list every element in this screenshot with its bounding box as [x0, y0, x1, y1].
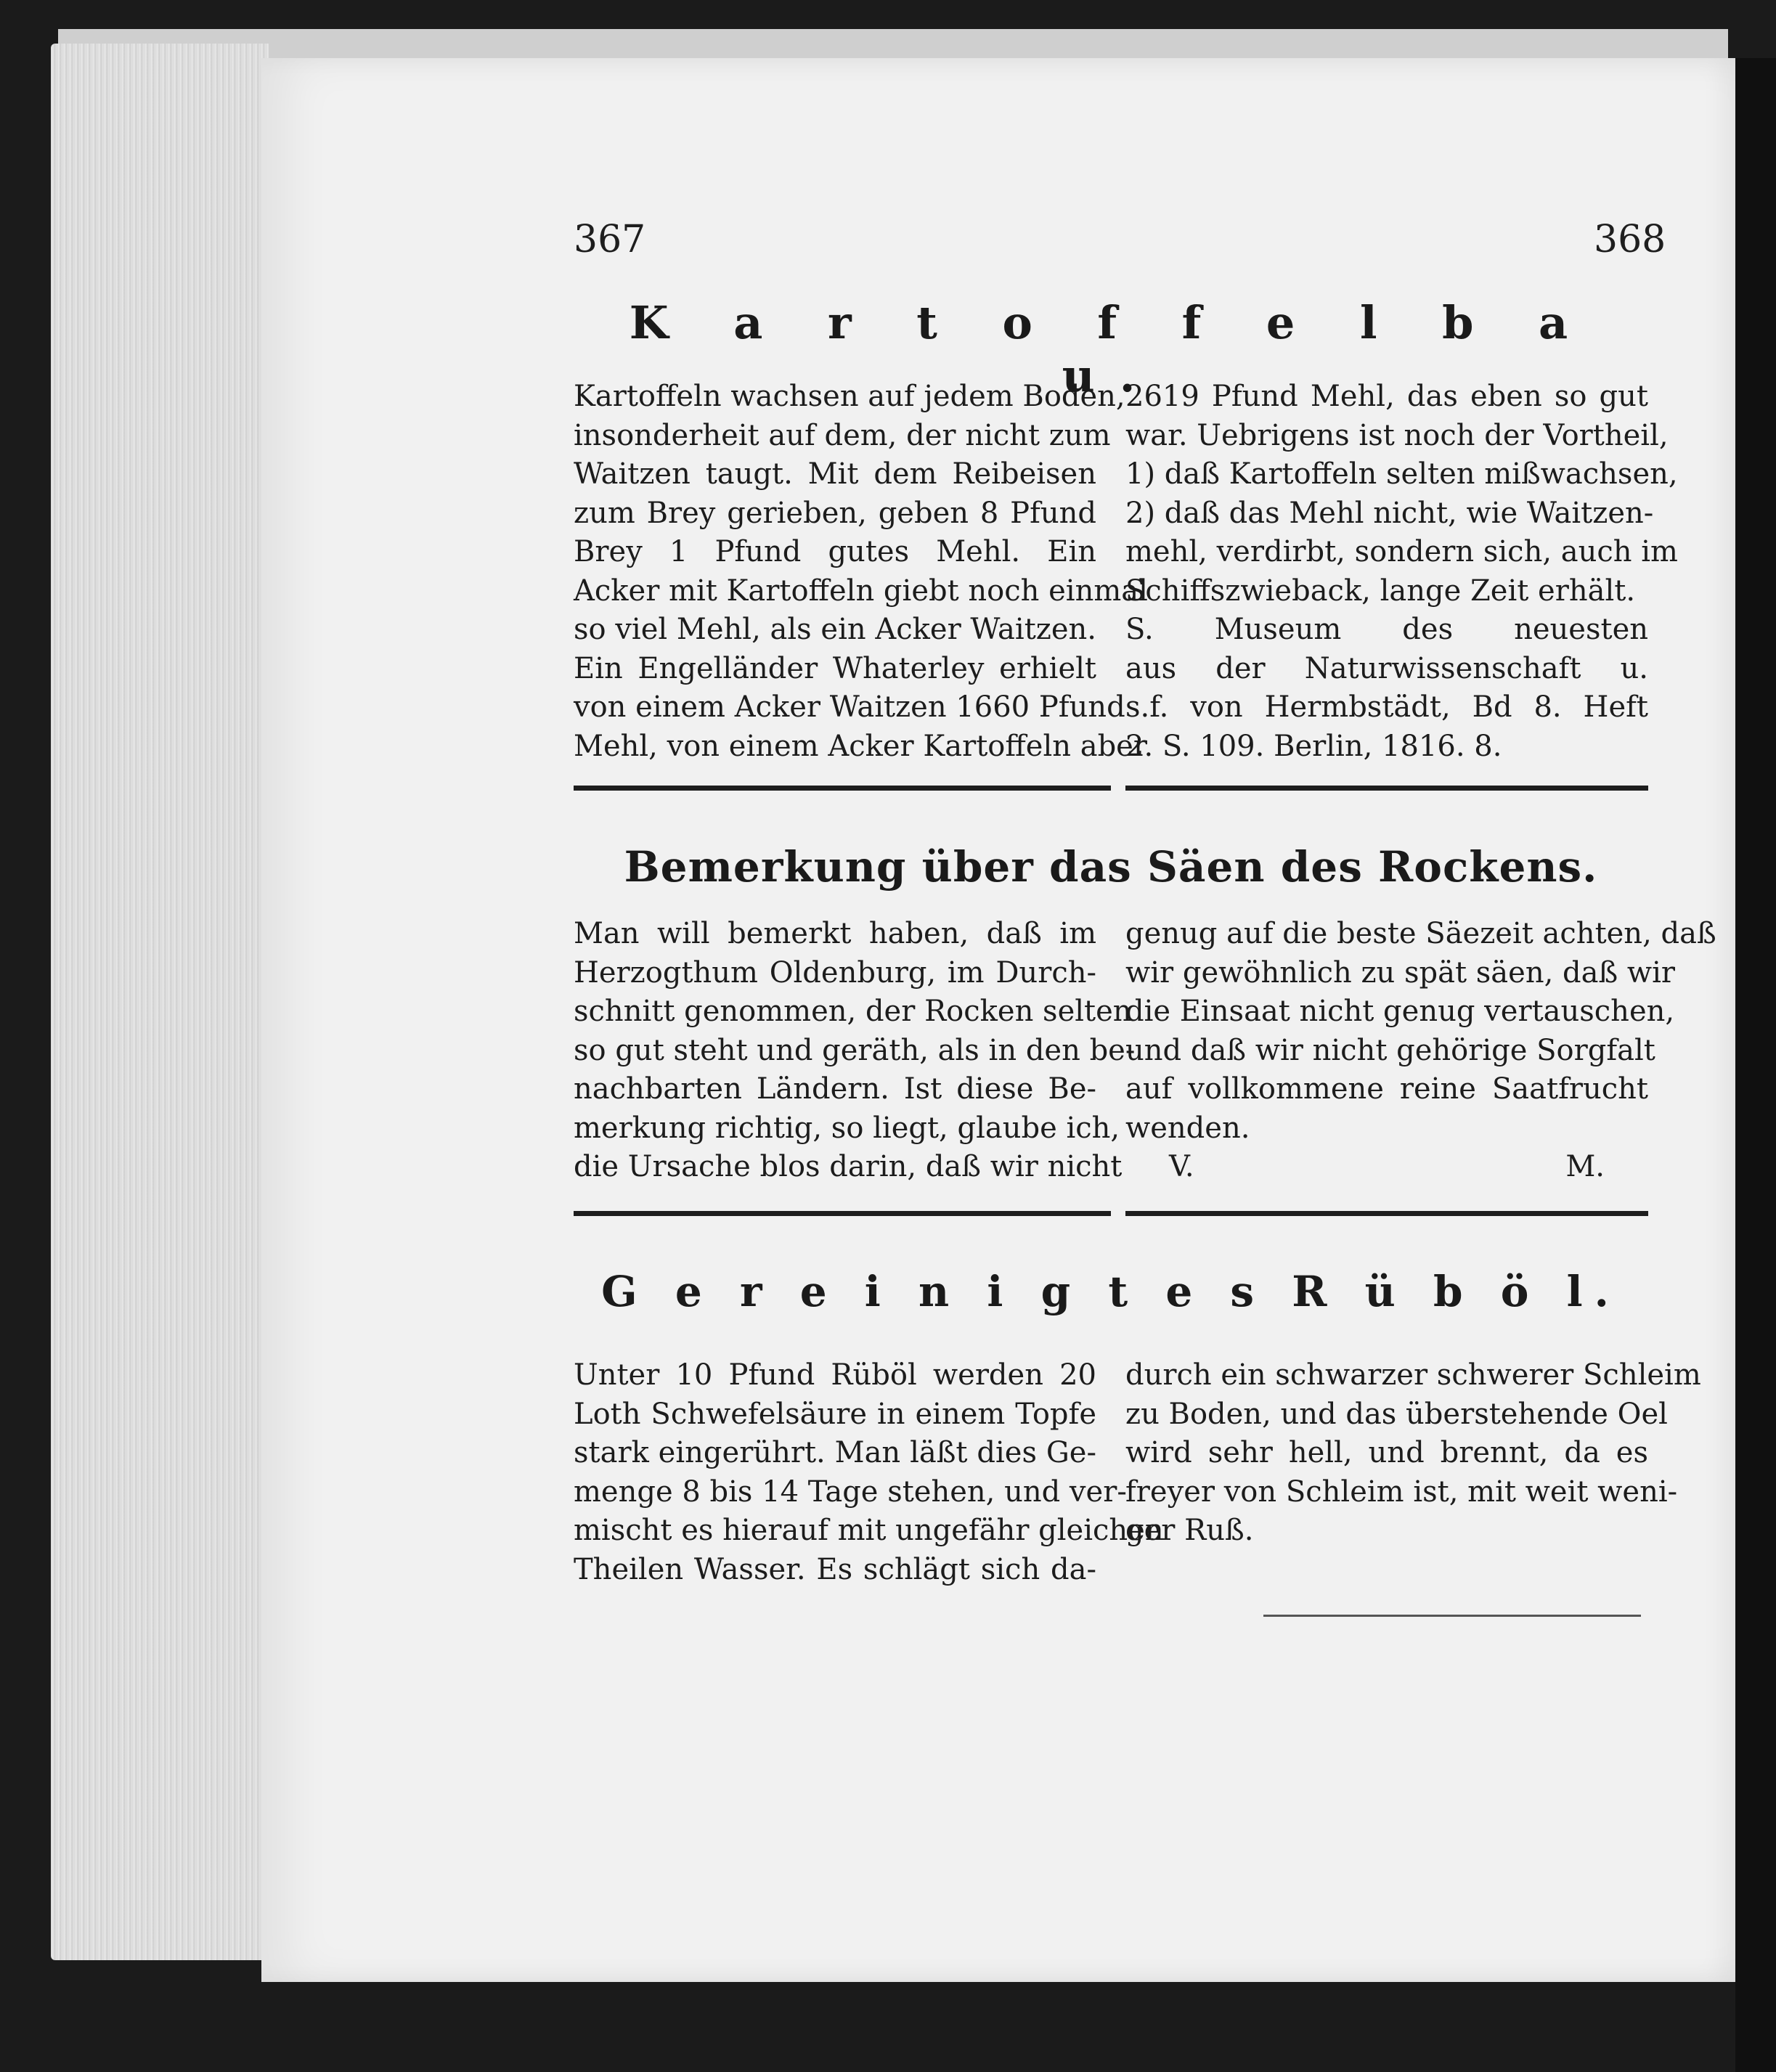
text-line: 2. S. 109. Berlin, 1816. 8. — [1125, 729, 1502, 763]
text-line: Loth Schwefelsäure in einem Topfe — [574, 1397, 1096, 1431]
text-line: Theilen Wasser. Es schlägt sich da- — [574, 1552, 1096, 1586]
text-line: merkung richtig, so liegt, glaube ich, — [574, 1111, 1120, 1145]
text-line: S. Museum des neuesten — [1125, 613, 1648, 646]
bleed-through-rule — [1263, 1615, 1641, 1617]
text-line: Schiffszwieback, lange Zeit erhält. — [1125, 574, 1636, 608]
text-line: genug auf die beste Säezeit achten, daß — [1125, 917, 1716, 950]
text-line: schnitt genommen, der Rocken selten — [574, 995, 1132, 1028]
text-line: zum Brey gerieben, geben 8 Pfund — [574, 496, 1096, 530]
text-line: auf vollkommene reine Saatfrucht — [1125, 1072, 1648, 1106]
text-line: menge 8 bis 14 Tage stehen, und ver- — [574, 1475, 1127, 1509]
page-stack-edges — [51, 44, 269, 1960]
page-number-right: 368 — [1594, 218, 1666, 261]
article-title-ruboel: G e r e i n i g t e s R ü b ö l. — [601, 1267, 1621, 1316]
text-line: Herzogthum Oldenburg, im Durch- — [574, 955, 1096, 990]
text-line: die Ursache blos darin, daß wir nicht — [574, 1150, 1123, 1183]
text-line: Mehl, von einem Acker Kartoffeln aber — [574, 729, 1147, 763]
divider-gap — [1111, 784, 1125, 793]
text-line: nachbarten Ländern. Ist diese Be- — [574, 1072, 1096, 1106]
article-body-ruboel — [574, 1356, 1701, 1589]
text-line: stark eingerührt. Man läßt dies Ge- — [574, 1436, 1096, 1469]
text-column-left — [574, 378, 1148, 766]
text-column-right — [1125, 1356, 1701, 1589]
text-line: Brey 1 Pfund gutes Mehl. Ein — [574, 535, 1096, 568]
text-line: Unter 10 Pfund Rüböl werden 20 — [574, 1358, 1096, 1392]
text-line: Man will bemerkt haben, daß im — [574, 917, 1096, 950]
text-line: 1) daß Kartoffeln selten mißwachsen, — [1125, 457, 1678, 491]
divider-gap — [1111, 1210, 1125, 1218]
author-signature: V. M. — [1169, 1150, 1605, 1183]
text-line: die Einsaat nicht genug vertauschen, — [1125, 995, 1675, 1028]
text-line: wenden. — [1125, 1111, 1250, 1145]
article-title-bemerkung: Bemerkung über das Säen des Rockens. — [624, 842, 1598, 892]
text-line: wird sehr hell, und brennt, da es — [1125, 1436, 1648, 1469]
text-line: Ein Engelländer Whaterley erhielt — [574, 651, 1096, 685]
text-line: s.f. von Hermbstädt, Bd 8. Heft — [1125, 690, 1648, 724]
text-line: von einem Acker Waitzen 1660 Pfund — [574, 690, 1125, 724]
text-line: 2) daß das Mehl nicht, wie Waitzen- — [1125, 496, 1654, 530]
text-line: Waitzen taugt. Mit dem Reibeisen — [574, 457, 1096, 491]
article-body-kartoffelbau — [574, 378, 1678, 766]
text-line: war. Uebrigens ist noch der Vortheil, — [1125, 418, 1669, 452]
text-line: so viel Mehl, als ein Acker Waitzen. — [574, 613, 1096, 646]
text-line: aus der Naturwissenschaft u. — [1125, 651, 1648, 685]
text-line: Kartoffeln wachsen auf jedem Boden, — [574, 380, 1125, 413]
text-line: und daß wir nicht gehörige Sorgfalt — [1125, 1033, 1655, 1067]
text-column-left — [574, 1356, 1164, 1589]
text-column-right — [1125, 915, 1716, 1187]
text-line: wir gewöhnlich zu spät säen, daß wir — [1125, 955, 1676, 990]
text-line: Acker mit Kartoffeln giebt noch einmal — [574, 574, 1148, 608]
text-line: 2619 Pfund Mehl, das eben so gut — [1125, 380, 1648, 413]
text-line: mehl, verdirbt, sondern sich, auch im — [1125, 535, 1678, 568]
text-column-right — [1125, 378, 1678, 766]
text-line: freyer von Schleim ist, mit weit weni- — [1125, 1475, 1678, 1509]
page-number-left: 367 — [574, 218, 646, 261]
text-line: mischt es hierauf mit ungefähr gleichen — [574, 1514, 1164, 1547]
text-line: insonderheit auf dem, der nicht zum — [574, 418, 1111, 452]
text-column-left — [574, 915, 1136, 1187]
text-line: so gut steht und geräth, als in den be- — [574, 1033, 1136, 1067]
article-body-bemerkung — [574, 915, 1716, 1187]
text-line: zu Boden, und das überstehende Oel — [1125, 1397, 1668, 1431]
article-title-kartoffelbau: K a r t o f f e l b a u. — [629, 296, 1593, 402]
text-line: durch ein schwarzer schwerer Schleim — [1125, 1358, 1701, 1392]
text-line: ger Ruß. — [1125, 1514, 1254, 1547]
scan-background-edge — [1735, 58, 1776, 2072]
